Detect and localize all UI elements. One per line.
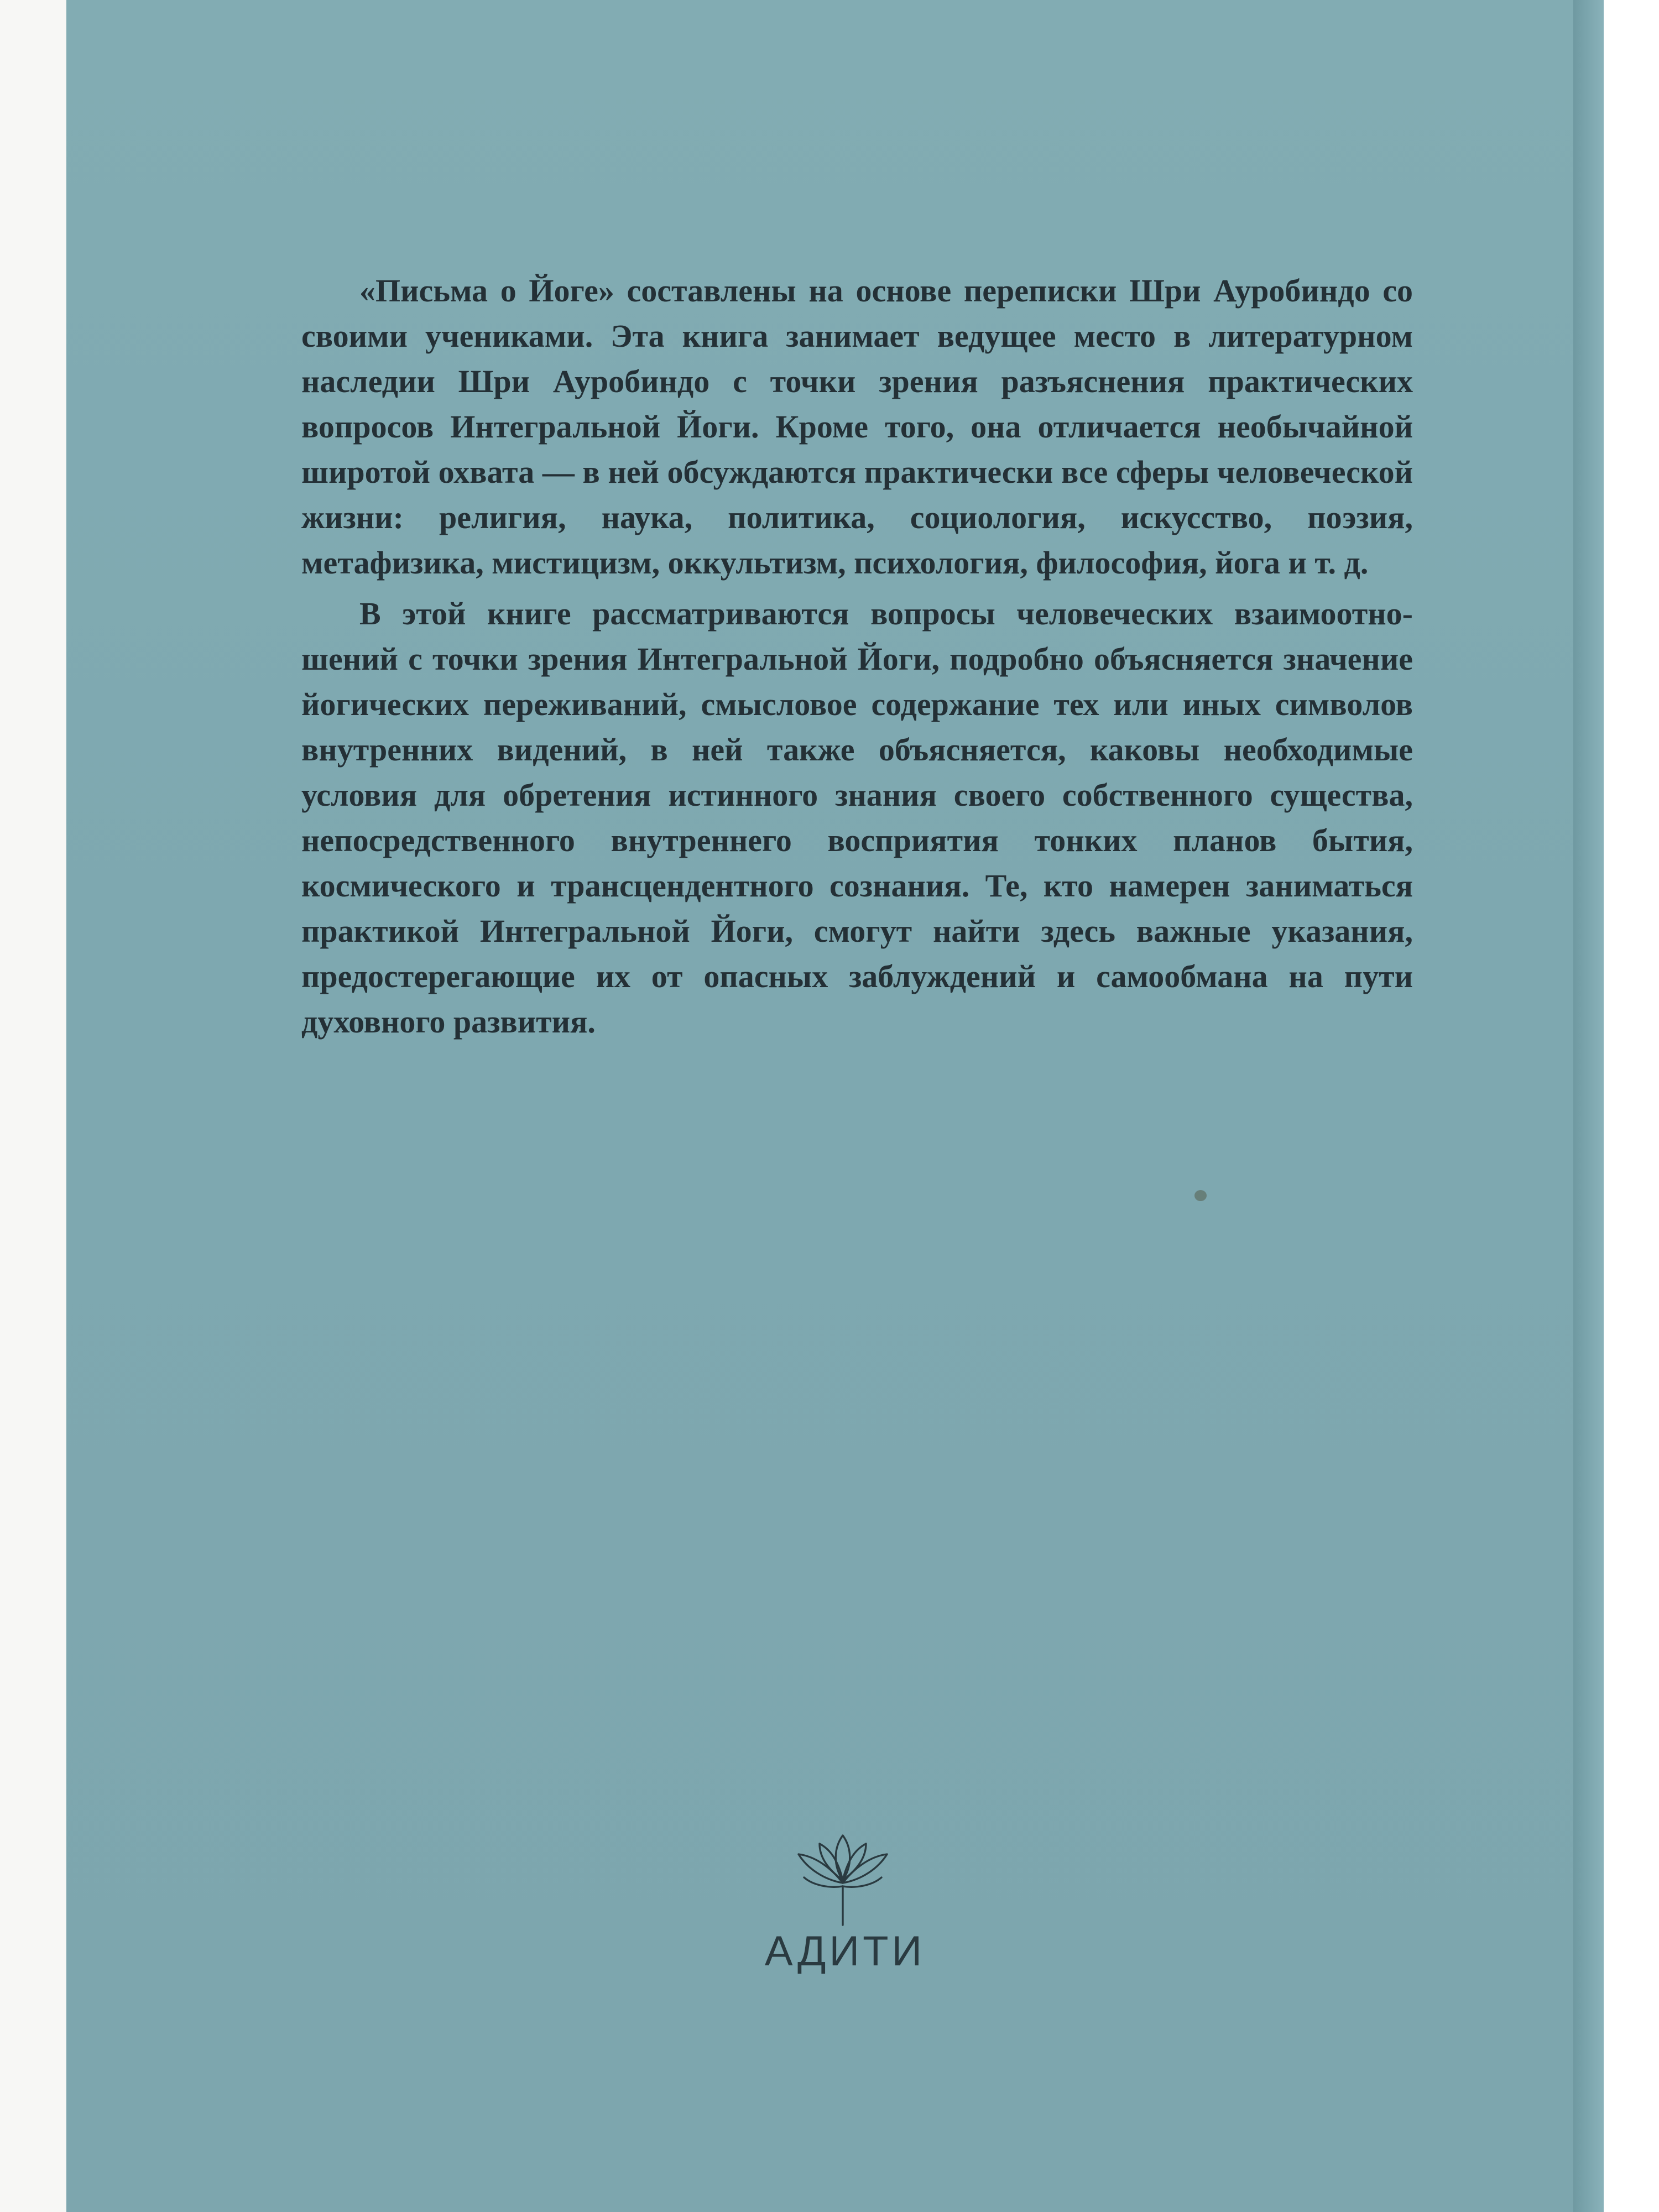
lotus-icon (776, 1828, 909, 1933)
publisher-name: АДИТИ (764, 1928, 926, 1975)
cover-description (301, 268, 1413, 1050)
scan-right-margin (1604, 0, 1659, 2212)
scan-left-margin (0, 0, 66, 2212)
print-speck (1194, 1190, 1207, 1201)
description-paragraph-1: «Письма о Йоге» составлены на основе переписки Шри Ауробиндо со своими учениками. Эта книга занимает ведущее место в литературном наследии Шри Ауробиндо с точки зрения разъяснения практических вопросов Интегральной Йоги. Кроме того, она отличается необычайной широтой охвата — в ней обсуждаются практически все сферы человеческой жизни: религия, наука, политика, социология, искусство, поэзия, метафизика, мистицизм, оккультизм, психология, философия, йога и т. д. (301, 273, 1413, 581)
description-paragraph-2: В этой книге рассматриваются вопросы человеческих взаимоотношений с точки зрения Интегральной Йоги, подробно объясняется значение йогических переживаний, смысловое содержание тех или иных символов внутренних видений, в ней также объясняется, каковы необходимые условия для обретения истинного знания своего собственного существа, непосредственного внутреннего восприятия тонких планов бытия, космического и трансцендентного сознания. Те, кто намерен заниматься практикой Интегральной Йоги, смогут найти здесь важные указания, предостерегающие их от опасных заблуждений и самообмана на пути духовного развития. (301, 596, 1413, 1040)
cover-right-edge (1573, 0, 1604, 2212)
